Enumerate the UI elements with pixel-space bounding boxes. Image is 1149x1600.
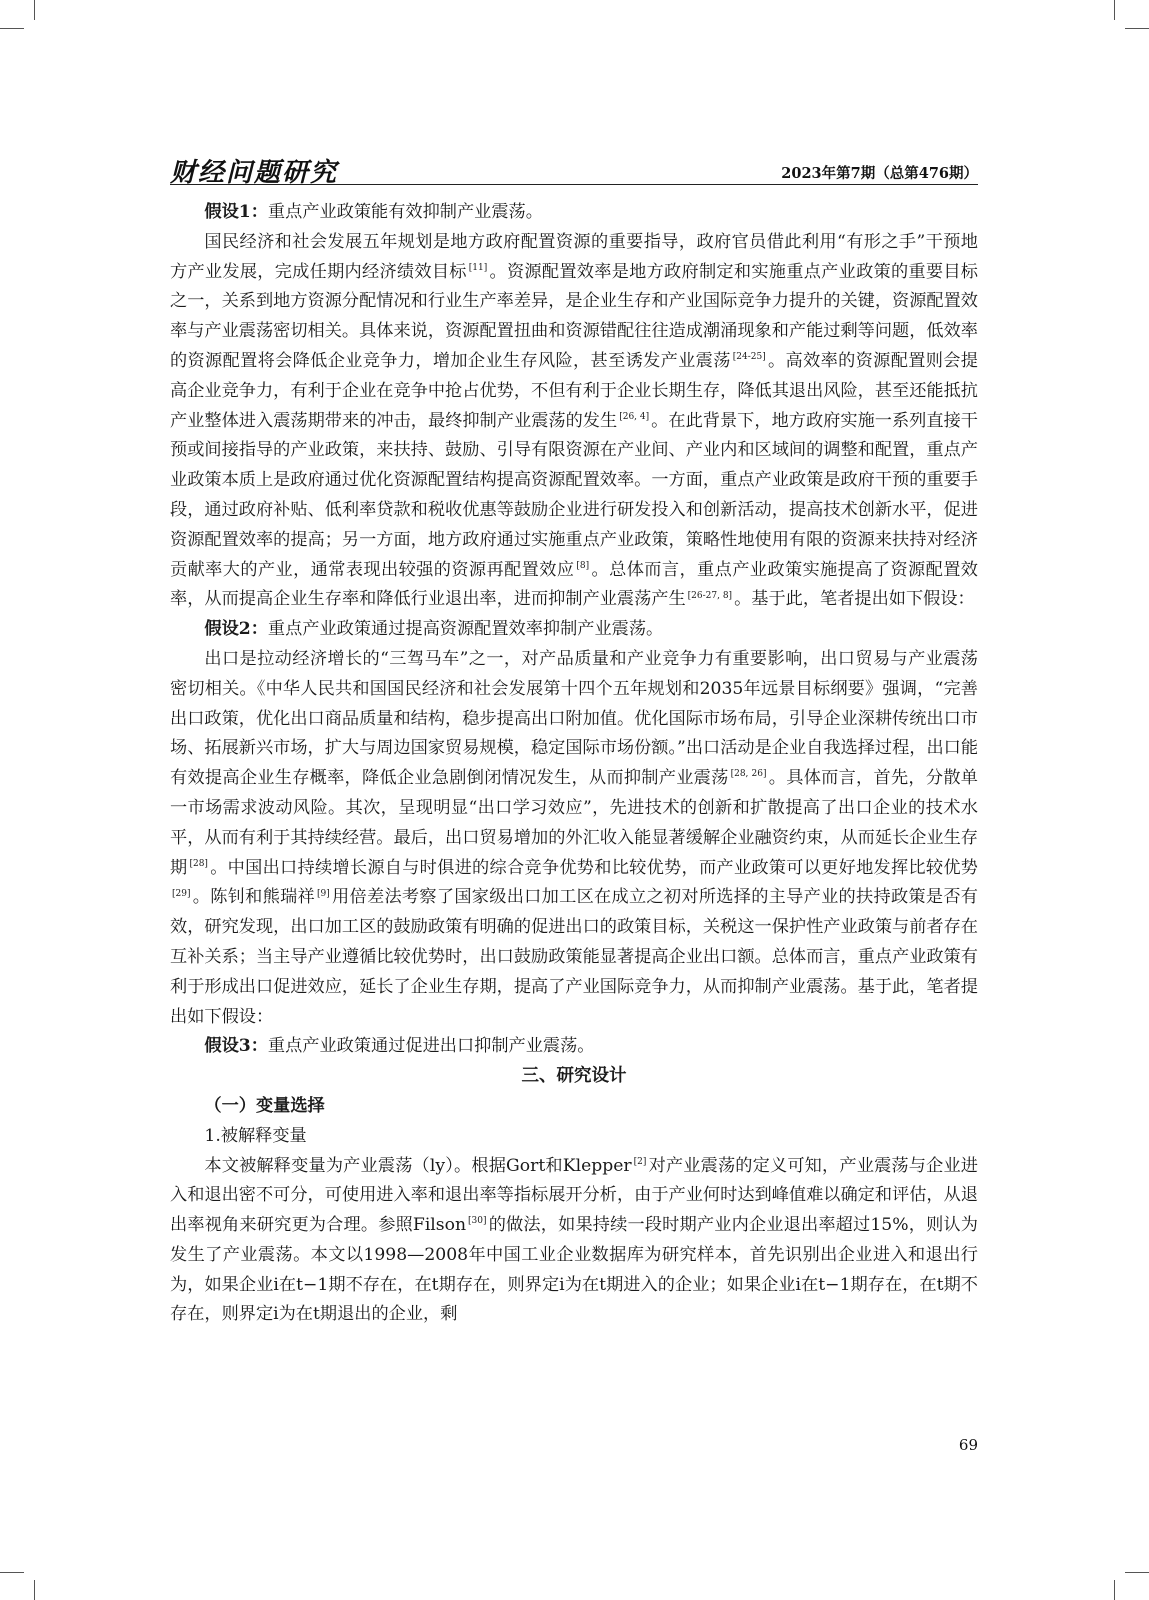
citation: [8] bbox=[576, 560, 590, 571]
paragraph: 本文被解释变量为产业震荡（ly）。根据Gort和Klepper [2] 对产业震荡的定义可知，产业震荡与企业进入和退出密不可分，可使用进入率和退出率等指标展开分析，由于产业何时达到峰值难以确定和评估，从退出率视角来研究更为合理。参照Filson [30] 的做法，如果持续一段时期产业内企业退出率超过15%，则认为发生了产业震荡。本文以1998—2008年中国工业企业数据库为研究样本，首先识别出企业进入和退出行为，如果企业i在t−1期不存在，在t期存在，则界定i为在t期进入的企业；如果企业i在t−1期存在，在t期不存在，则界定i为在t期退出的企业，剩 bbox=[170, 1155, 978, 1325]
citation: [2] bbox=[633, 1156, 647, 1167]
citation: [29] bbox=[172, 888, 191, 899]
crop-mark bbox=[0, 1572, 24, 1573]
hypothesis-2: 假设2：重点产业政策通过提高资源配置效率抑制产业震荡。 bbox=[204, 619, 664, 640]
page-number: 69 bbox=[958, 1436, 978, 1454]
section-title: 三、研究设计 bbox=[521, 1066, 627, 1087]
paragraph: 国民经济和社会发展五年规划是地方政府配置资源的重要指导，政府官员借此利用“有形之手”干预地方产业发展，完成任期内经济绩效目标 [11] 。资源配置效率是地方政府制定和实施重点产业政策的重要目标之一，关系到地方资源分配情况和行业生产率差异，是企业生存和产业国际竞争力提升的关键，资源配置效率与产业震荡密切相关。具体来说，资源配置扭曲和资源错配往往造成潮涌现象和产能过剩等问题，低效率的资源配置将会降低企业竞争力，增加企业生存风险，甚至诱发产业震荡 [24-25] 。高效率的资源配置则会提高企业竞争力，有利于企业在竞争中抢占优势，不但有利于企业长期生存，降低其退出风险，甚至还能抵抗产业整体进入震荡期带来的冲击，最终抑制产业震荡的发生 [26, 4] 。在此背景下，地方政府实施一系列直接干预或间接指导的产业政策，来扶持、鼓励、引导有限资源在产业间、产业内和区域间的调整和配置，重点产业政策本质上是政府通过优化资源配置结构提高资源配置效率。一方面，重点产业政策是政府干预的重要手段，通过政府补贴、低利率贷款和税收优惠等鼓励企业进行研发投入和创新活动，提高技术创新水平，促进资源配置效率的提高；另一方面，地方政府通过实施重点产业政策，策略性地使用有限的资源来扶持对经济贡献率大的产业，通常表现出较强的资源再配置效应 [8] 。总体而言，重点产业政策实施提高了资源配置效率，从而提高企业生存率和降低行业退出率，进而抑制产业震荡产生 [26-27, 8] 。基于此，笔者提出如下假设： bbox=[170, 231, 978, 610]
crop-mark bbox=[34, 0, 35, 20]
citation: [26-27, 8] bbox=[687, 590, 733, 601]
citation: [28, 26] bbox=[730, 769, 767, 780]
crop-mark bbox=[1114, 0, 1115, 20]
citation: [9] bbox=[317, 888, 330, 899]
hypothesis-1: 假设1：重点产业政策能有效抑制产业震荡。 bbox=[204, 202, 543, 222]
crop-mark bbox=[1114, 1580, 1115, 1600]
citation: [26, 4] bbox=[619, 411, 650, 422]
crop-mark bbox=[1125, 1572, 1149, 1573]
citation: [24-25] bbox=[732, 352, 766, 363]
subsubsection-title: 1.被解释变量 bbox=[204, 1125, 307, 1146]
hypothesis-label: 假设2： bbox=[204, 619, 268, 640]
issue-info: 2023年第7期（总第476期） bbox=[781, 165, 978, 182]
hypothesis-label: 假设3： bbox=[204, 1036, 268, 1057]
article-body bbox=[170, 198, 978, 1330]
citation: [28] bbox=[189, 858, 208, 869]
hypothesis-label: 假设1： bbox=[204, 202, 268, 222]
citation: [30] bbox=[468, 1216, 487, 1227]
subsection-title: （一）变量选择 bbox=[204, 1095, 325, 1116]
crop-mark bbox=[1125, 28, 1149, 29]
crop-mark bbox=[34, 1580, 35, 1600]
hypothesis-3: 假设3：重点产业政策通过促进出口抑制产业震荡。 bbox=[204, 1036, 595, 1057]
paragraph: 出口是拉动经济增长的“三驾马车”之一，对产品质量和产业竞争力有重要影响，出口贸易与产业震荡密切相关。《中华人民共和国国民经济和社会发展第十四个五年规划和2035年远景目标纲要》强调，“完善出口政策，优化出口商品质量和结构，稳步提高出口附加值。优化国际市场布局，引导企业深耕传统出口市场、拓展新兴市场，扩大与周边国家贸易规模，稳定国际市场份额。”出口活动是企业自我选择过程，出口能有效提高企业生存概率，降低企业急剧倒闭情况发生，从而抑制产业震荡 [28, 26] 。具体而言，首先，分散单一市场需求波动风险。其次，呈现明显“出口学习效应”，先进技术的创新和扩散提高了出口企业的技术水平，从而有利于其持续经营。最后，出口贸易增加的外汇收入能显著缓解企业融资约束，从而延长企业生存期 [28] 。中国出口持续增长源自与时俱进的综合竞争优势和比较优势，而产业政策可以更好地发挥比较优势[29] 。陈钊和熊瑞祥 [9] 用倍差法考察了国家级出口加工区在成立之初对所选择的主导产业的扶持政策是否有效，研究发现，出口加工区的鼓励政策有明确的促进出口的政策目标，关税这一保护性产业政策与前者存在互补关系；当主导产业遵循比较优势时，出口鼓励政策能显著提高企业出口额。总体而言，重点产业政策有利于形成出口促进效应，延长了企业生存期，提高了产业国际竞争力，从而抑制产业震荡。基于此，笔者提出如下假设： bbox=[170, 648, 979, 1027]
citation: [11] bbox=[468, 262, 488, 273]
journal-logo: 财经问题研究 bbox=[170, 158, 339, 188]
crop-mark bbox=[0, 28, 24, 29]
page-header bbox=[170, 150, 978, 188]
